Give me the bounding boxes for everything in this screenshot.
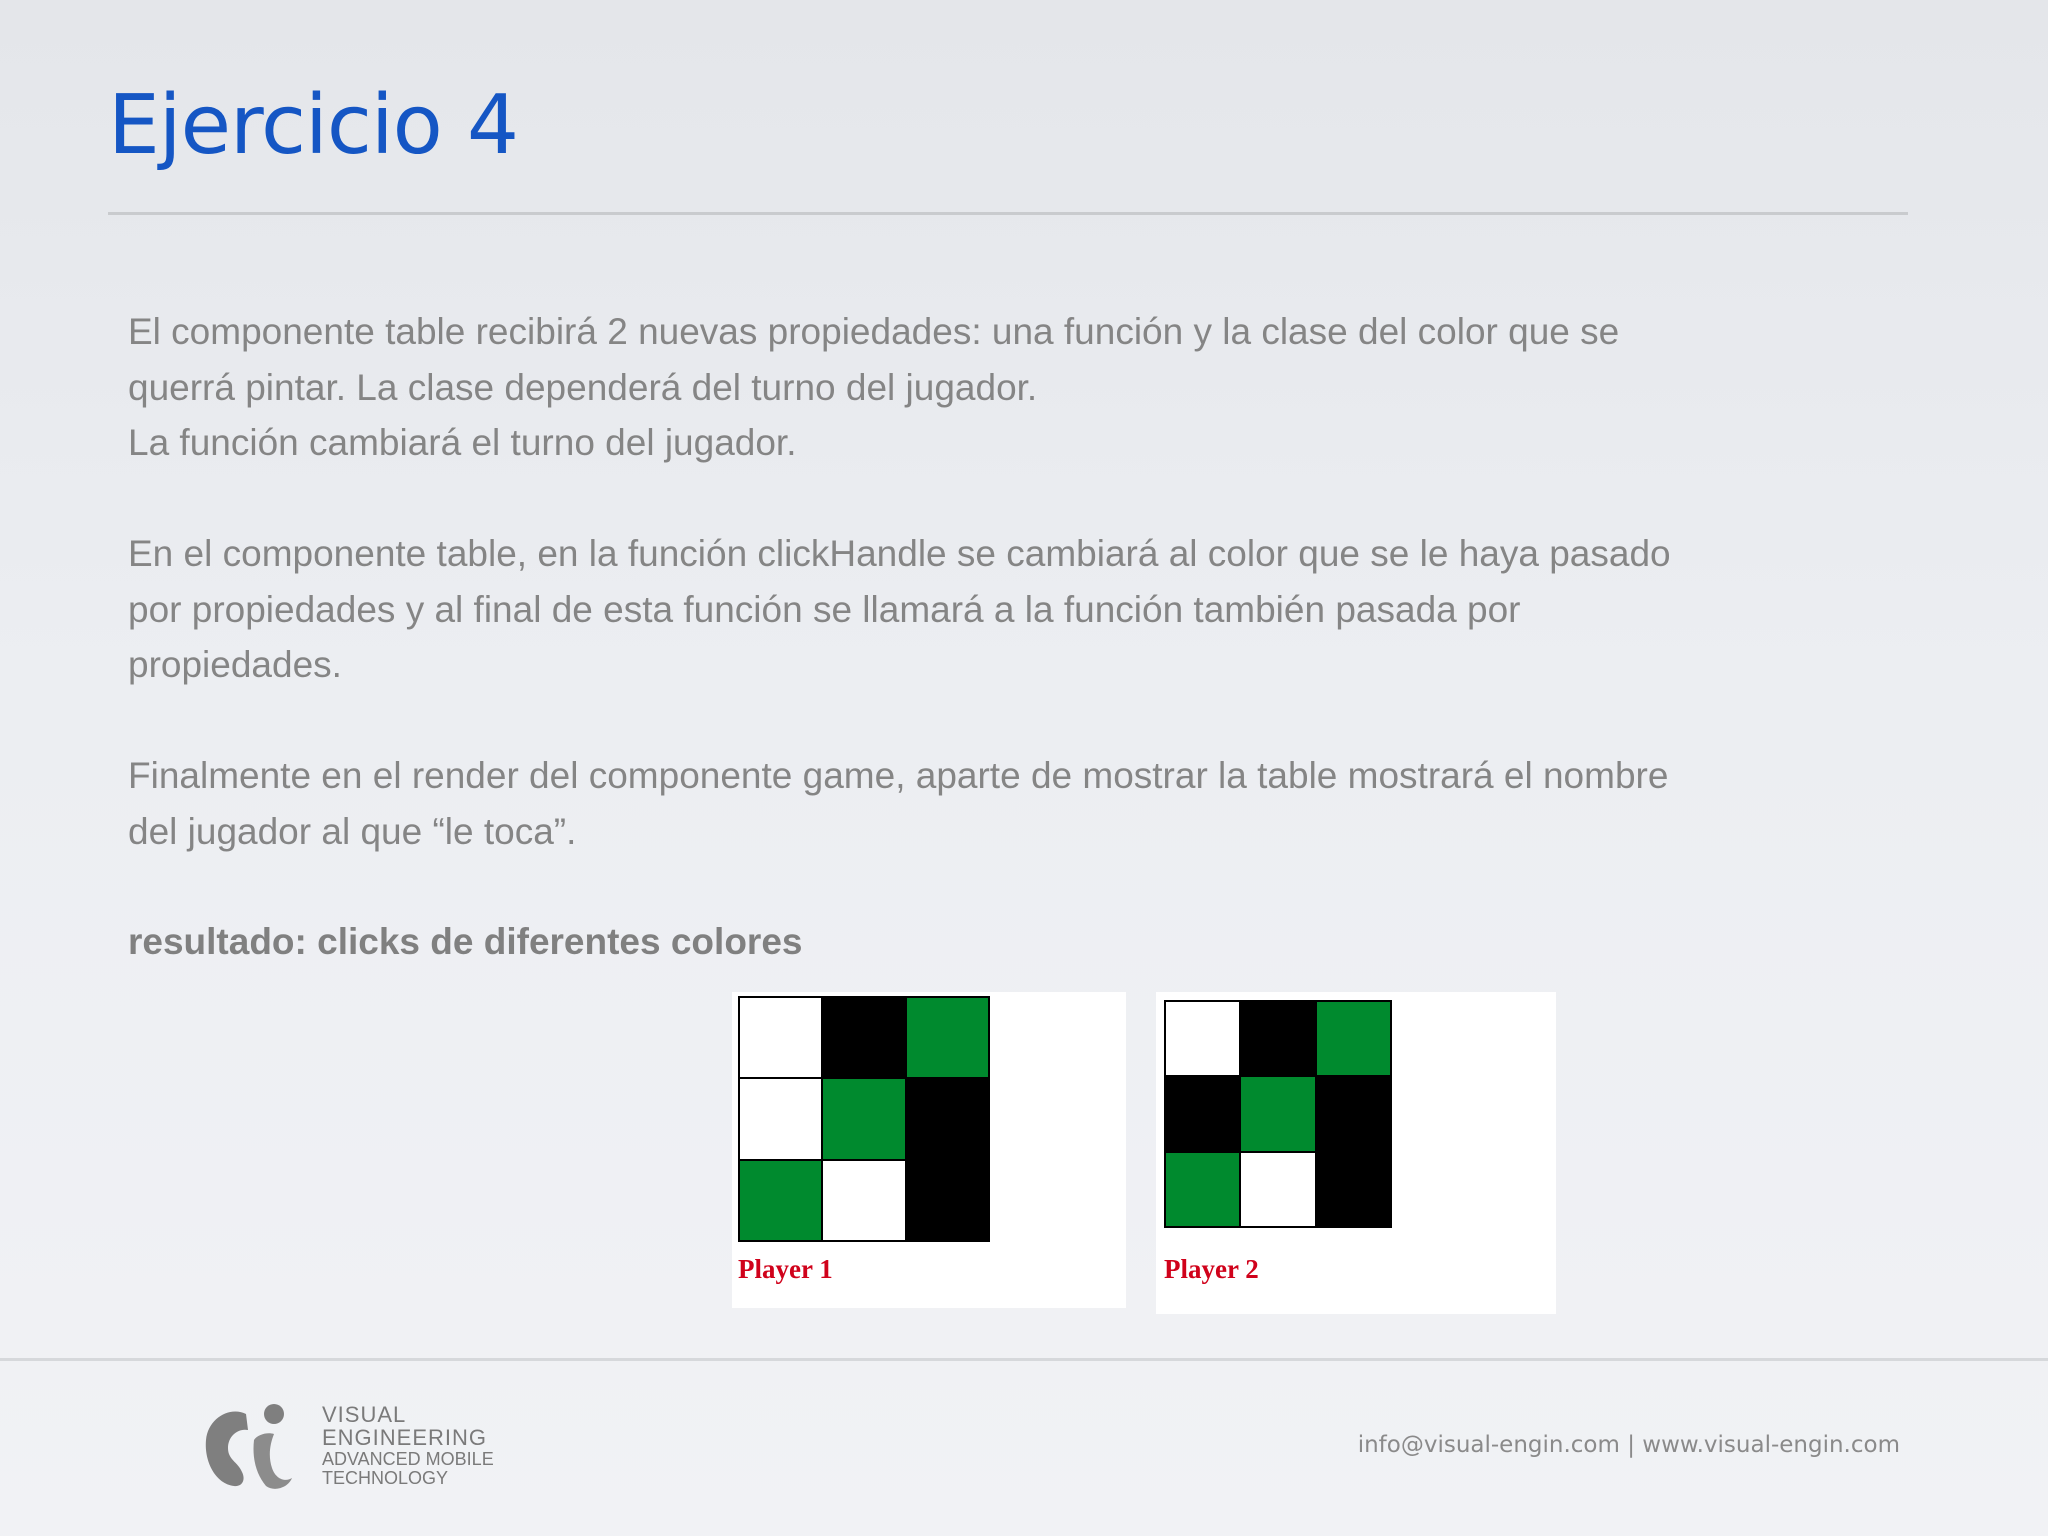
board-cell-white xyxy=(740,1079,821,1158)
logo-line-1: VISUAL xyxy=(322,1402,407,1427)
paragraph-2-line-2: por propiedades y al final de esta función se llamará a la función también pasada por xyxy=(128,588,1521,630)
board-cell-white xyxy=(1166,1002,1239,1075)
visual-engineering-logo-icon xyxy=(202,1400,298,1492)
title-divider xyxy=(108,212,1908,215)
board-cell-black xyxy=(1166,1077,1239,1150)
board-cell-black xyxy=(907,1079,988,1158)
paragraph-3-line-1: Finalmente en el render del componente game, aparte de mostrar la table mostrará el nombre xyxy=(128,755,1669,796)
instructions-body xyxy=(128,304,1888,859)
footer-divider xyxy=(0,1358,2048,1361)
board-cell-black xyxy=(1241,1002,1314,1075)
paragraph-3-line-2: del jugador al que “le toca”. xyxy=(128,810,577,852)
paragraph-2-line-3: propiedades. xyxy=(128,644,342,685)
board-cell-black xyxy=(1317,1077,1390,1150)
player-turn-label: Player 1 xyxy=(738,1254,833,1284)
board-cell-green xyxy=(740,1161,821,1240)
slide-title: Ejercicio 4 xyxy=(108,78,519,173)
board-cell-black xyxy=(1317,1153,1390,1226)
result-heading: resultado: clicks de diferentes colores xyxy=(128,921,803,962)
paragraph-1-line-2: querrá pintar. La clase dependerá del turno del jugador. xyxy=(128,366,1038,408)
board-cell-green xyxy=(1241,1077,1314,1150)
board-cell-green xyxy=(823,1079,904,1158)
game-board-player-1 xyxy=(738,996,990,1242)
logo-line-2: ENGINEERING xyxy=(322,1425,488,1450)
board-cell-black xyxy=(907,1161,988,1240)
board-cell-green xyxy=(907,998,988,1077)
paragraph-1-line-1: El componente table recibirá 2 nuevas propiedades: una función y la clase del color que se xyxy=(128,311,1620,352)
player-turn-label: Player 2 xyxy=(1164,1254,1259,1284)
board-cell-white xyxy=(1241,1153,1314,1226)
board-cell-black xyxy=(823,998,904,1077)
game-board-player-2 xyxy=(1164,1000,1392,1228)
logo-line-3: ADVANCED MOBILE xyxy=(322,1449,494,1469)
company-logo-wordmark xyxy=(322,1404,494,1488)
board-cell-white xyxy=(823,1161,904,1240)
board-cell-green xyxy=(1166,1153,1239,1226)
board-cell-white xyxy=(740,998,821,1077)
paragraph-2-line-1: En el componente table, en la función clickHandle se cambiará al color que se le haya pasado xyxy=(128,533,1671,574)
paragraph-1-line-3: La función cambiará el turno del jugador. xyxy=(128,422,797,463)
example-screenshot-player-1 xyxy=(732,992,1126,1308)
footer-contact: info@visual-engin.com | www.visual-engin.com xyxy=(1357,1432,1900,1458)
example-screenshot-player-2 xyxy=(1156,992,1556,1314)
logo-line-4: TECHNOLOGY xyxy=(322,1468,449,1488)
board-cell-green xyxy=(1317,1002,1390,1075)
